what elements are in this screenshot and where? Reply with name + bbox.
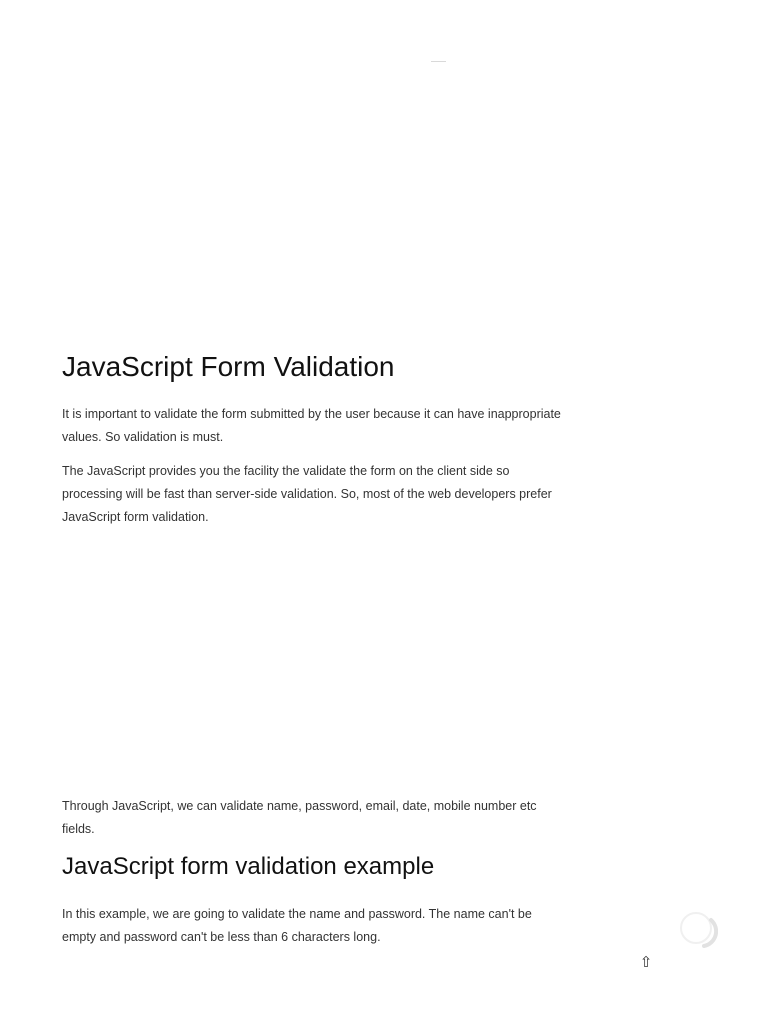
example-heading: JavaScript form validation example — [62, 853, 435, 880]
scroll-to-top-button[interactable] — [636, 952, 656, 972]
top-ad-slot — [0, 0, 768, 330]
page-title: JavaScript Form Validation — [62, 351, 395, 382]
up-arrow-icon: ⇧ — [639, 952, 653, 971]
example-paragraph: In this example, we are going to validate the name and password. The name can't be empty and password can't be less than 6 characters long. — [62, 907, 532, 944]
fields-paragraph: Through JavaScript, we can validate name, password, email, date, mobile number etc fields. — [62, 799, 537, 836]
spinner-icon — [676, 910, 718, 948]
client-side-paragraph: The JavaScript provides you the facility the validate the form on the client side so processing will be fast than server-side validation. So, most of the web developers prefer JavaScript form validation. — [62, 464, 552, 524]
top-ad-placeholder-mark — [431, 61, 446, 62]
middle-ad-slot — [0, 532, 768, 782]
intro-paragraph: It is important to validate the form submitted by the user because it can have inappropriate values. So validation is must. — [62, 407, 561, 444]
